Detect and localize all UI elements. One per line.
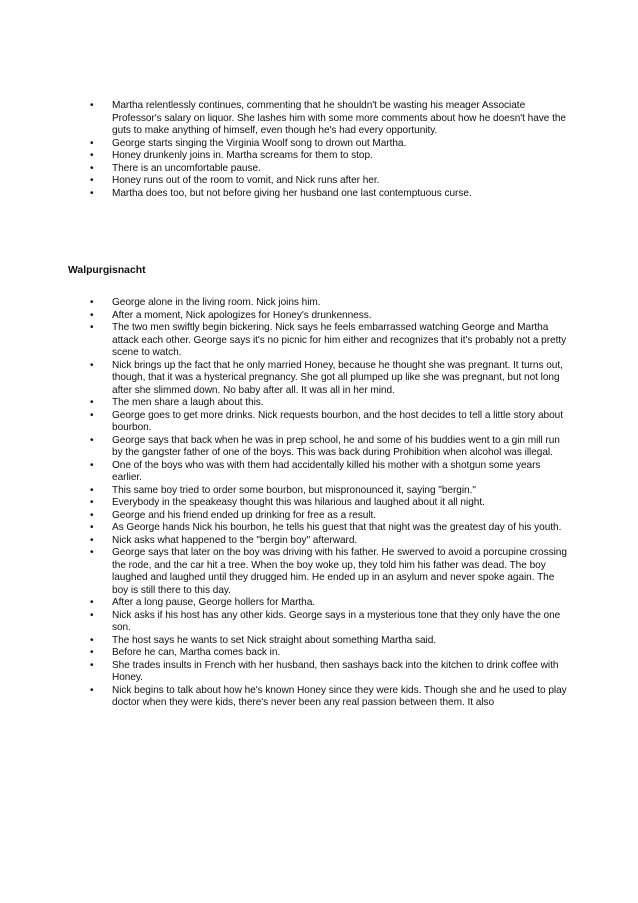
- list-item-text: Honey runs out of the room to vomit, and Nick runs after her.: [112, 175, 380, 186]
- list-item-text: As George hands Nick his bourbon, he tells his guest that that night was the greatest day of his youth.: [112, 522, 562, 533]
- bullet-icon: •: [90, 137, 94, 149]
- list-item: [90, 163, 570, 176]
- list-item-text: George starts singing the Virginia Woolf song to drown out Martha.: [112, 137, 407, 149]
- list-item-text: Honey drunkenly joins in. Martha screams for them to stop.: [112, 150, 373, 161]
- list-item: [90, 547, 570, 597]
- list-item-text: The two men swiftly begin bickering. Nick says he feels embarrassed watching George and Martha attack each other. George says it's no picnic for him either and recognizes that it's probably not a pretty scene to watch.: [112, 322, 567, 358]
- list-item: [90, 610, 570, 635]
- bullet-icon: •: [90, 684, 94, 696]
- list-item-text: The men share a laugh about this.: [112, 397, 264, 408]
- bullet-list-section2: [90, 297, 570, 710]
- list-item: [90, 188, 570, 201]
- bullet-icon: •: [90, 162, 94, 174]
- list-item-text: George and his friend ended up drinking for free as a result.: [112, 509, 377, 521]
- list-item: [90, 322, 570, 360]
- bullet-list-section1: [90, 100, 570, 200]
- bullet-icon: •: [90, 609, 94, 621]
- list-item-text: George goes to get more drinks. Nick requests bourbon, and the host decides to tell a little story about bourbon.: [112, 409, 563, 433]
- bullet-icon: •: [90, 522, 94, 533]
- bullet-icon: •: [90, 547, 94, 558]
- bullet-icon: •: [90, 322, 94, 333]
- list-item-text: After a long pause, George hollers for Martha.: [112, 597, 316, 608]
- list-item: [90, 175, 570, 188]
- list-item-text: George alone in the living room. Nick joins him.: [112, 297, 321, 308]
- list-item-text: Nick begins to talk about how he's known Honey since they were kids. Though she and he used to play doctor when they were kids, there's never been any real passion between them. It also: [112, 684, 567, 708]
- list-item-text: Nick asks if his host has any other kids. George says in a mysterious tone that they only have the one son.: [112, 609, 561, 633]
- list-item: [90, 460, 570, 485]
- list-item-text: George says that back when he was in prep school, he and some of his buddies went to a gin mill run by the gangster father of one of the boys. This was back during Prohibition when alcohol was illegal.: [112, 434, 560, 458]
- list-item: [90, 535, 570, 548]
- bullet-icon: •: [90, 175, 94, 186]
- list-item: [90, 410, 570, 435]
- list-item: [90, 310, 570, 323]
- list-item-text: The host says he wants to set Nick straight about something Martha said.: [112, 634, 437, 646]
- list-item: [90, 435, 570, 460]
- list-item: [90, 360, 570, 398]
- list-item: [90, 485, 570, 498]
- bullet-icon: •: [90, 187, 94, 199]
- bullet-icon: •: [90, 659, 94, 671]
- list-item: [90, 660, 570, 685]
- bullet-icon: •: [90, 150, 94, 161]
- list-item-text: She trades insults in French with her husband, then sashays back into the kitchen to drink coffee with Honey.: [112, 659, 559, 683]
- section-heading: Walpurgisnacht: [68, 265, 146, 276]
- list-item: [90, 397, 570, 410]
- list-item: [90, 522, 570, 535]
- bullet-icon: •: [90, 309, 94, 321]
- list-item: [90, 510, 570, 523]
- list-item: [90, 685, 570, 710]
- list-item-text: Nick brings up the fact that he only married Honey, because he thought she was pregnant. It turns out, though, that it was a hysterical pregnancy. She got all plumped up like she was pregnant, but not long after she slimmed down. No baby after all. It was all in her mind.: [112, 359, 563, 396]
- list-item-text: There is an uncomfortable pause.: [112, 162, 261, 174]
- bullet-icon: •: [90, 484, 94, 496]
- list-item: [90, 497, 570, 510]
- list-item-text: After a moment, Nick apologizes for Honey's drunkenness.: [112, 309, 372, 321]
- bullet-icon: •: [90, 397, 94, 408]
- bullet-icon: •: [90, 100, 94, 111]
- list-item-text: This same boy tried to order some bourbon, but mispronounced it, saying "bergin.": [112, 484, 476, 496]
- list-item: [90, 100, 570, 138]
- bullet-icon: •: [90, 434, 94, 446]
- list-item: [90, 150, 570, 163]
- list-item-text: Before he can, Martha comes back in.: [112, 647, 281, 658]
- list-item-text: Everybody in the speakeasy thought this was hilarious and laughed about it all night.: [112, 497, 485, 508]
- list-item: [90, 138, 570, 151]
- bullet-icon: •: [90, 534, 94, 546]
- bullet-icon: •: [90, 634, 94, 646]
- list-item-text: Martha does too, but not before giving her husband one last contemptuous curse.: [112, 187, 472, 199]
- bullet-icon: •: [90, 409, 94, 421]
- list-item: [90, 297, 570, 310]
- list-item: [90, 635, 570, 648]
- list-item-text: Martha relentlessly continues, commenting that he shouldn't be wasting his meager Associate Professor's salary on liquor. She lashes him with some more comments about how he doesn't have the guts to make anything of himself, even though he's had every opportunity.: [112, 100, 566, 136]
- list-item-text: Nick asks what happened to the "bergin boy" afterward.: [112, 534, 358, 546]
- list-item: [90, 597, 570, 610]
- bullet-icon: •: [90, 297, 94, 308]
- bullet-icon: •: [90, 459, 94, 471]
- bullet-icon: •: [90, 647, 94, 658]
- bullet-icon: •: [90, 359, 94, 371]
- list-item: [90, 647, 570, 660]
- bullet-icon: •: [90, 509, 94, 521]
- bullet-icon: •: [90, 497, 94, 508]
- list-item-text: One of the boys who was with them had accidentally killed his mother with a shotgun some years earlier.: [112, 459, 541, 483]
- bullet-icon: •: [90, 597, 94, 608]
- list-item-text: George says that later on the boy was driving with his father. He swerved to avoid a porcupine crossing the rode, and the car hit a tree. When the boy woke up, they told him his father was dead. The boy laughed and laughed until they drugged him. He ended up in an asylum and never spoke again. The boy is still there to this day.: [112, 547, 567, 596]
